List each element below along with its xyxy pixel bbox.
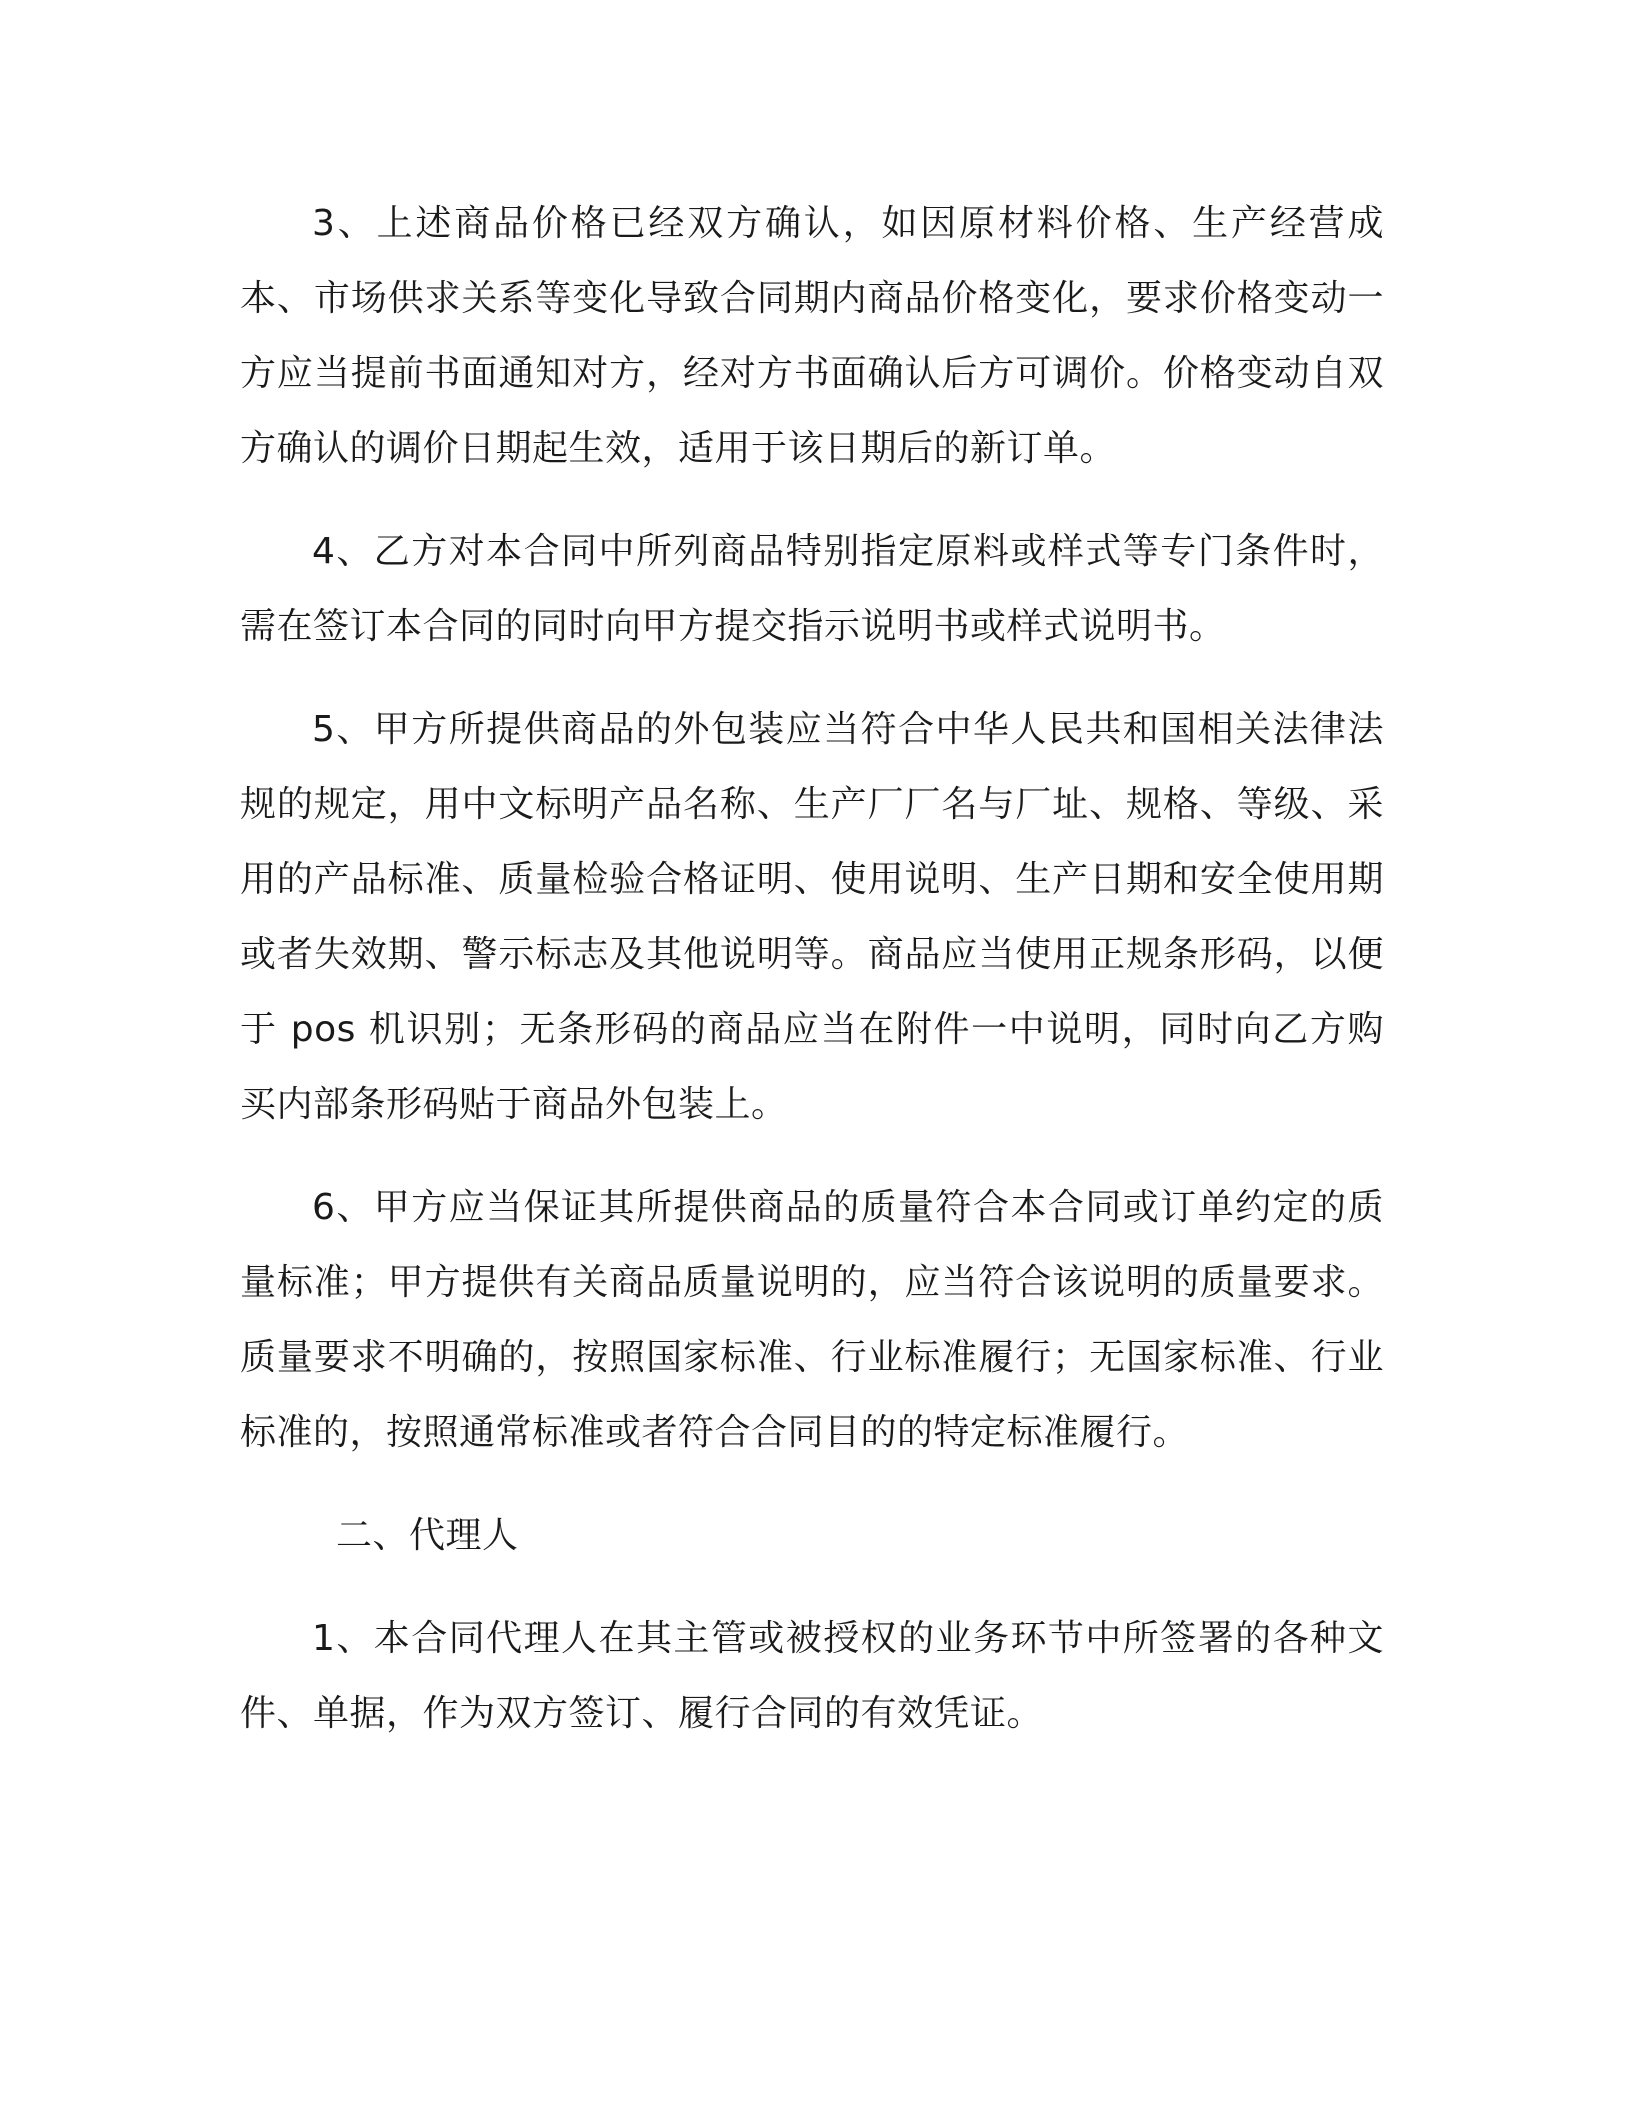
clause-6-paragraph: 6、甲方应当保证其所提供商品的质量符合本合同或订单约定的质量标准；甲方提供有关商品质量说明的，应当符合该说明的质量要求。质量要求不明确的，按照国家标准、行业标准履行；无国家标准、行业标准的，按照通常标准或者符合合同目的的特定标准履行。	[240, 1187, 1384, 1453]
clause-5-paragraph: 5、甲方所提供商品的外包装应当符合中华人民共和国相关法律法规的规定，用中文标明产品名称、生产厂厂名与厂址、规格、等级、采用的产品标准、质量检验合格证明、使用说明、生产日期和安全使用期或者失效期、警示标志及其他说明等。商品应当使用正规条形码，以便于 pos 机识别；无条形码的商品应当在附件一中说明，同时向乙方购买内部条形码贴于商品外包装上。	[240, 709, 1384, 1125]
clause-3-paragraph: 3、上述商品价格已经双方确认，如因原材料价格、生产经营成本、市场供求关系等变化导致合同期内商品价格变化，要求价格变动一方应当提前书面通知对方，经对方书面确认后方可调价。价格变动自双方确认的调价日期起生效，适用于该日期后的新订单。	[240, 203, 1384, 469]
document-body	[240, 186, 1384, 1751]
section-heading-agent: 二、代理人	[336, 1515, 519, 1556]
clause-4-paragraph: 4、乙方对本合同中所列商品特别指定原料或样式等专门条件时，需在签订本合同的同时向甲方提交指示说明书或样式说明书。	[240, 531, 1384, 647]
agent-clause-1-paragraph: 1、本合同代理人在其主管或被授权的业务环节中所签署的各种文件、单据，作为双方签订、履行合同的有效凭证。	[240, 1618, 1384, 1734]
